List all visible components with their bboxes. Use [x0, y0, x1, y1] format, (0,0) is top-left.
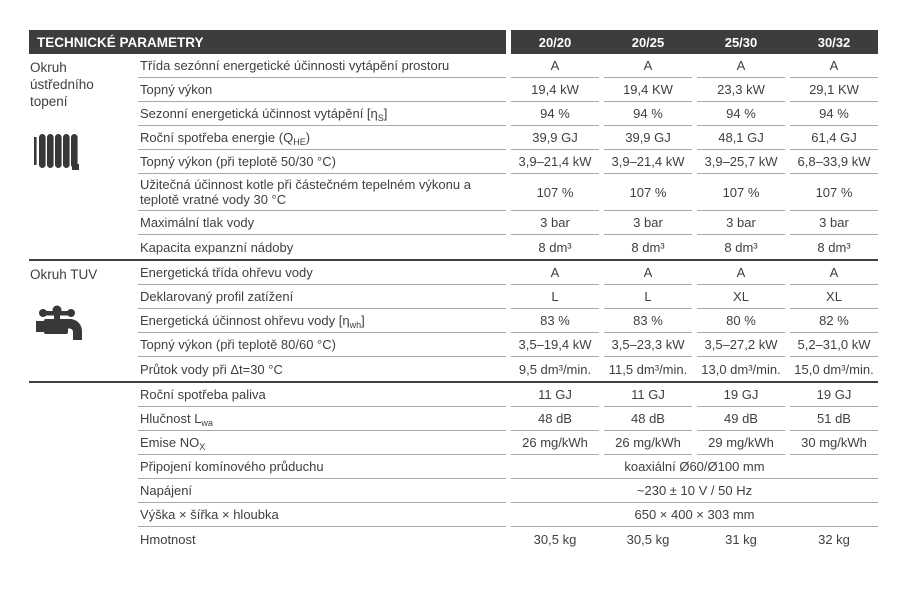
param-value: 3,9–25,7 kW [697, 150, 785, 174]
param-value: 3,5–19,4 kW [511, 333, 599, 357]
param-value: 61,4 GJ [790, 126, 878, 150]
param-value: 107 % [511, 174, 599, 211]
param-value: 26 mg/kWh [604, 431, 692, 455]
table-row [138, 333, 878, 357]
param-value: 39,9 GJ [511, 126, 599, 150]
param-label: Topný výkon [138, 78, 506, 102]
param-value: 23,3 kW [697, 78, 785, 102]
param-value: 19,4 kW [511, 78, 599, 102]
param-label: Topný výkon (při teplotě 80/60 °C) [138, 333, 506, 357]
param-value: 11 GJ [604, 383, 692, 407]
param-value: 5,2–31,0 kW [790, 333, 878, 357]
faucet-icon [34, 305, 134, 352]
param-value: A [697, 54, 785, 78]
param-value: 3,5–27,2 kW [697, 333, 785, 357]
param-value: 49 dB [697, 407, 785, 431]
section-label: Okruh TUV [30, 267, 98, 282]
param-label: Energetická účinnost ohřevu vody [η wh ] [138, 309, 506, 333]
param-value: 3 bar [604, 211, 692, 235]
param-value: 107 % [604, 174, 692, 211]
param-value: 8 dm³ [631, 239, 665, 255]
param-value: 82 % [790, 309, 878, 333]
param-value: A [790, 54, 878, 78]
table-row [138, 383, 878, 407]
table-row [138, 261, 878, 285]
param-label: Napájení [138, 479, 506, 503]
technical-parameters-table [29, 30, 878, 551]
param-value: L [604, 285, 692, 309]
param-value: 19 GJ [697, 383, 785, 407]
param-value: 30,5 kg [626, 531, 670, 547]
param-value: 94 % [511, 102, 599, 126]
section-rows [138, 261, 878, 381]
section-central-heating [29, 54, 878, 259]
section-rows [138, 54, 878, 259]
param-label: Deklarovaný profil zatížení [138, 285, 506, 309]
section-side [29, 54, 138, 259]
table-row [138, 431, 878, 455]
label-text: ) [305, 130, 311, 145]
param-value: 3 bar [790, 211, 878, 235]
param-value: 30,5 kg [533, 531, 577, 547]
label-text: Emise NO [140, 435, 200, 450]
table-row [138, 78, 878, 102]
param-value: 8 dm³ [538, 239, 572, 255]
param-value: 26 mg/kWh [511, 431, 599, 455]
param-label: Sezonní energetická účinnost vytápění [η S ] [138, 102, 506, 126]
param-value: 107 % [697, 174, 785, 211]
param-value: 11,5 dm³/min. [608, 361, 688, 377]
table-row [138, 479, 878, 503]
label-text: Roční spotřeba energie (Q [140, 130, 294, 145]
table-row [138, 527, 878, 551]
section-general [29, 381, 878, 551]
model-header: 20/20 [538, 34, 572, 50]
table-header [29, 30, 878, 54]
param-value: 48 dB [511, 407, 599, 431]
param-value-spanning: ~230 ± 10 V / 50 Hz [511, 479, 878, 503]
param-value: A [604, 261, 692, 285]
param-value: 107 % [790, 174, 878, 211]
label-text: Hlučnost L [140, 411, 202, 426]
table-row [138, 126, 878, 150]
param-label: Topný výkon (při teplotě 50/30 °C) [138, 150, 506, 174]
label-text: ] [383, 106, 388, 121]
param-value-spanning: 650 × 400 × 303 mm [511, 503, 878, 527]
table-row [138, 102, 878, 126]
param-value: 94 % [604, 102, 692, 126]
param-value: 48 dB [604, 407, 692, 431]
table-row [138, 54, 878, 78]
param-value: A [511, 54, 599, 78]
param-value: 94 % [697, 102, 785, 126]
table-title: TECHNICKÉ PARAMETRY [29, 30, 506, 54]
table-row [138, 150, 878, 174]
table-row [138, 285, 878, 309]
param-value: A [511, 261, 599, 285]
param-value: 29,1 KW [790, 78, 878, 102]
param-value: 48,1 GJ [697, 126, 785, 150]
model-columns-header [511, 30, 878, 54]
section-side [29, 383, 138, 551]
param-value: 39,9 GJ [604, 126, 692, 150]
section-dhw [29, 259, 878, 381]
table-row [138, 455, 878, 479]
param-value: 11 GJ [511, 383, 599, 407]
model-header: 30/32 [817, 34, 851, 50]
param-label: Výška × šířka × hloubka [138, 503, 506, 527]
param-value: XL [697, 285, 785, 309]
table-row [138, 174, 878, 211]
param-value: A [697, 261, 785, 285]
param-value: 3,9–21,4 kW [511, 150, 599, 174]
param-label: Roční spotřeba paliva [138, 383, 506, 407]
param-value: 29 mg/kWh [697, 431, 785, 455]
param-label: Kapacita expanzní nádoby [140, 239, 294, 255]
param-value: 3,9–21,4 kW [604, 150, 692, 174]
label-text: Sezonní energetická účinnost vytápění [η [140, 106, 378, 121]
section-rows [138, 383, 878, 551]
param-value-spanning: koaxiální Ø60/Ø100 mm [511, 455, 878, 479]
param-value: 15,0 dm³/min. [794, 361, 874, 377]
param-value: 80 % [697, 309, 785, 333]
table-row [138, 211, 878, 235]
param-value: 31 kg [725, 531, 757, 547]
param-value: 3 bar [511, 211, 599, 235]
table-row [138, 503, 878, 527]
label-text: ] [361, 313, 365, 328]
param-label: Hlučnost L wa [138, 407, 506, 431]
param-label: Maximální tlak vody [138, 211, 506, 235]
param-value: 32 kg [818, 531, 850, 547]
param-value: XL [790, 285, 878, 309]
model-header: 20/25 [631, 34, 665, 50]
label-text: Energetická účinnost ohřevu vody [η [140, 313, 350, 328]
param-value: 8 dm³ [724, 239, 758, 255]
param-value: 6,8–33,9 kW [790, 150, 878, 174]
param-value: 13,0 dm³/min. [701, 361, 781, 377]
param-value: 51 dB [790, 407, 878, 431]
table-row [138, 309, 878, 333]
param-value: 9,5 dm³/min. [518, 361, 592, 377]
param-value: 3,5–23,3 kW [604, 333, 692, 357]
param-label: Energetická třída ohřevu vody [138, 261, 506, 285]
table-row [138, 407, 878, 431]
param-value: 3 bar [697, 211, 785, 235]
table-row [138, 357, 878, 381]
param-value: 30 mg/kWh [790, 431, 878, 455]
table-row [138, 235, 878, 259]
radiator-icon [34, 132, 134, 175]
param-label: Emise NO X [138, 431, 506, 455]
param-label: Průtok vody při Δt=30 °C [140, 361, 283, 377]
param-label: Užitečná účinnost kotle při částečném tepelném výkonu a teplotě vratné vody 30 °C [138, 174, 506, 211]
param-label: Roční spotřeba energie (Q HE ) [138, 126, 506, 150]
param-value: A [604, 54, 692, 78]
param-value: 94 % [790, 102, 878, 126]
param-value: A [790, 261, 878, 285]
param-value: 83 % [604, 309, 692, 333]
param-value: 19 GJ [790, 383, 878, 407]
param-value: 8 dm³ [817, 239, 851, 255]
param-label: Připojení komínového průduchu [138, 455, 506, 479]
param-label: Třída sezónní energetické účinnosti vytápění prostoru [138, 54, 506, 78]
param-value: 19,4 KW [604, 78, 692, 102]
param-label: Hmotnost [140, 531, 196, 547]
model-header: 25/30 [724, 34, 758, 50]
param-value: L [511, 285, 599, 309]
param-value: 83 % [511, 309, 599, 333]
section-label: Okruh ústředního topení [30, 60, 94, 109]
section-side [29, 261, 138, 381]
